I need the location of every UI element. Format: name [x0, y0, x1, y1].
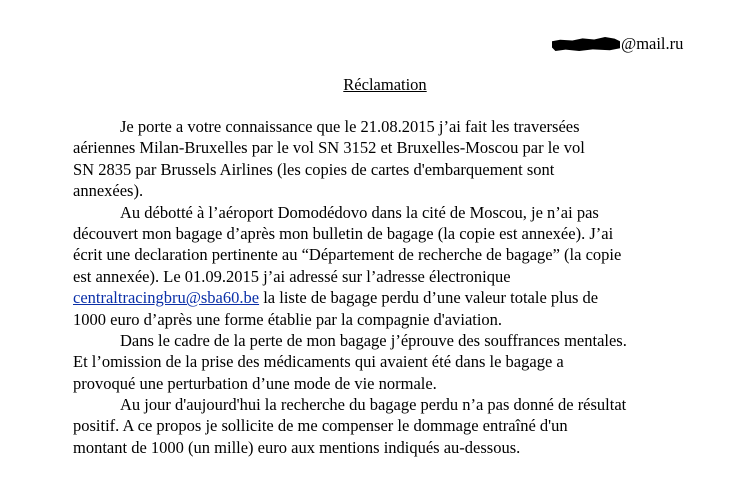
sender-email: [552, 33, 683, 55]
line-text: provoqué une perturbation d’une mode de vie normale.: [73, 373, 437, 393]
line-text: Et l’omission de la prise des médicaments qui avaient été dans le bagage a: [73, 352, 564, 372]
email-domain: @mail.ru: [621, 34, 684, 53]
line-text: Dans le cadre de la perte de mon bagage j’éprouve des souffrances mentales.: [120, 330, 627, 350]
line-text: Je porte a votre connaissance que le 21.08.2015 j’ai fait les traversées: [120, 117, 580, 136]
letter-body: [73, 116, 701, 458]
text-line: [73, 287, 701, 308]
text-line: [73, 223, 701, 244]
line-text: la liste de bagage perdu d’une valeur totale plus de: [259, 288, 599, 308]
text-line: [73, 202, 701, 223]
line-text: est annexée). Le 01.09.2015 j’ai adressé sur l’adresse électronique: [73, 266, 511, 286]
text-line: [73, 116, 701, 137]
text-line: [73, 394, 701, 415]
email-link[interactable]: centraltracingbru@sba60.be: [73, 288, 260, 308]
text-line: [73, 415, 701, 436]
text-line: [73, 309, 701, 330]
title-text: Réclamation: [343, 75, 427, 94]
line-text: découvert mon bagage d’après mon bulletin de bagage (la copie est annexée). J’ai: [73, 223, 614, 243]
text-line: [73, 244, 701, 265]
line-text: positif. A ce propos je sollicite de me compenser le dommage entraîné d'un: [73, 416, 568, 436]
text-line: [73, 180, 701, 201]
redaction-mark: [552, 37, 620, 51]
line-text: annexées).: [73, 181, 144, 201]
text-line: [73, 373, 701, 394]
line-text: 1000 euro d’après une forme établie par la compagnie d'aviation.: [73, 309, 503, 329]
text-line: [73, 137, 701, 158]
text-line: [73, 437, 701, 458]
text-line: [73, 351, 701, 372]
text-line: [73, 159, 701, 180]
document-title: [0, 74, 738, 96]
line-text: montant de 1000 (un mille) euro aux mentions indiqués au-dessous.: [73, 437, 521, 457]
line-text: SN 2835 par Brussels Airlines (les copies de cartes d'embarquement sont: [73, 159, 555, 179]
line-text: Au jour d'aujourd'hui la recherche du bagage perdu n’a pas donné de résultat: [120, 395, 627, 415]
line-text: aériennes Milan-Bruxelles par le vol SN 3152 et Bruxelles-Moscou par le vol: [73, 138, 585, 158]
text-line: [73, 330, 701, 351]
line-text: Au débotté à l’aéroport Domodédovo dans la cité de Moscou, je n’ai pas: [120, 202, 599, 222]
line-text: écrit une declaration pertinente au “Département de recherche de bagage” (la copie: [73, 245, 622, 265]
text-line: [73, 266, 701, 287]
